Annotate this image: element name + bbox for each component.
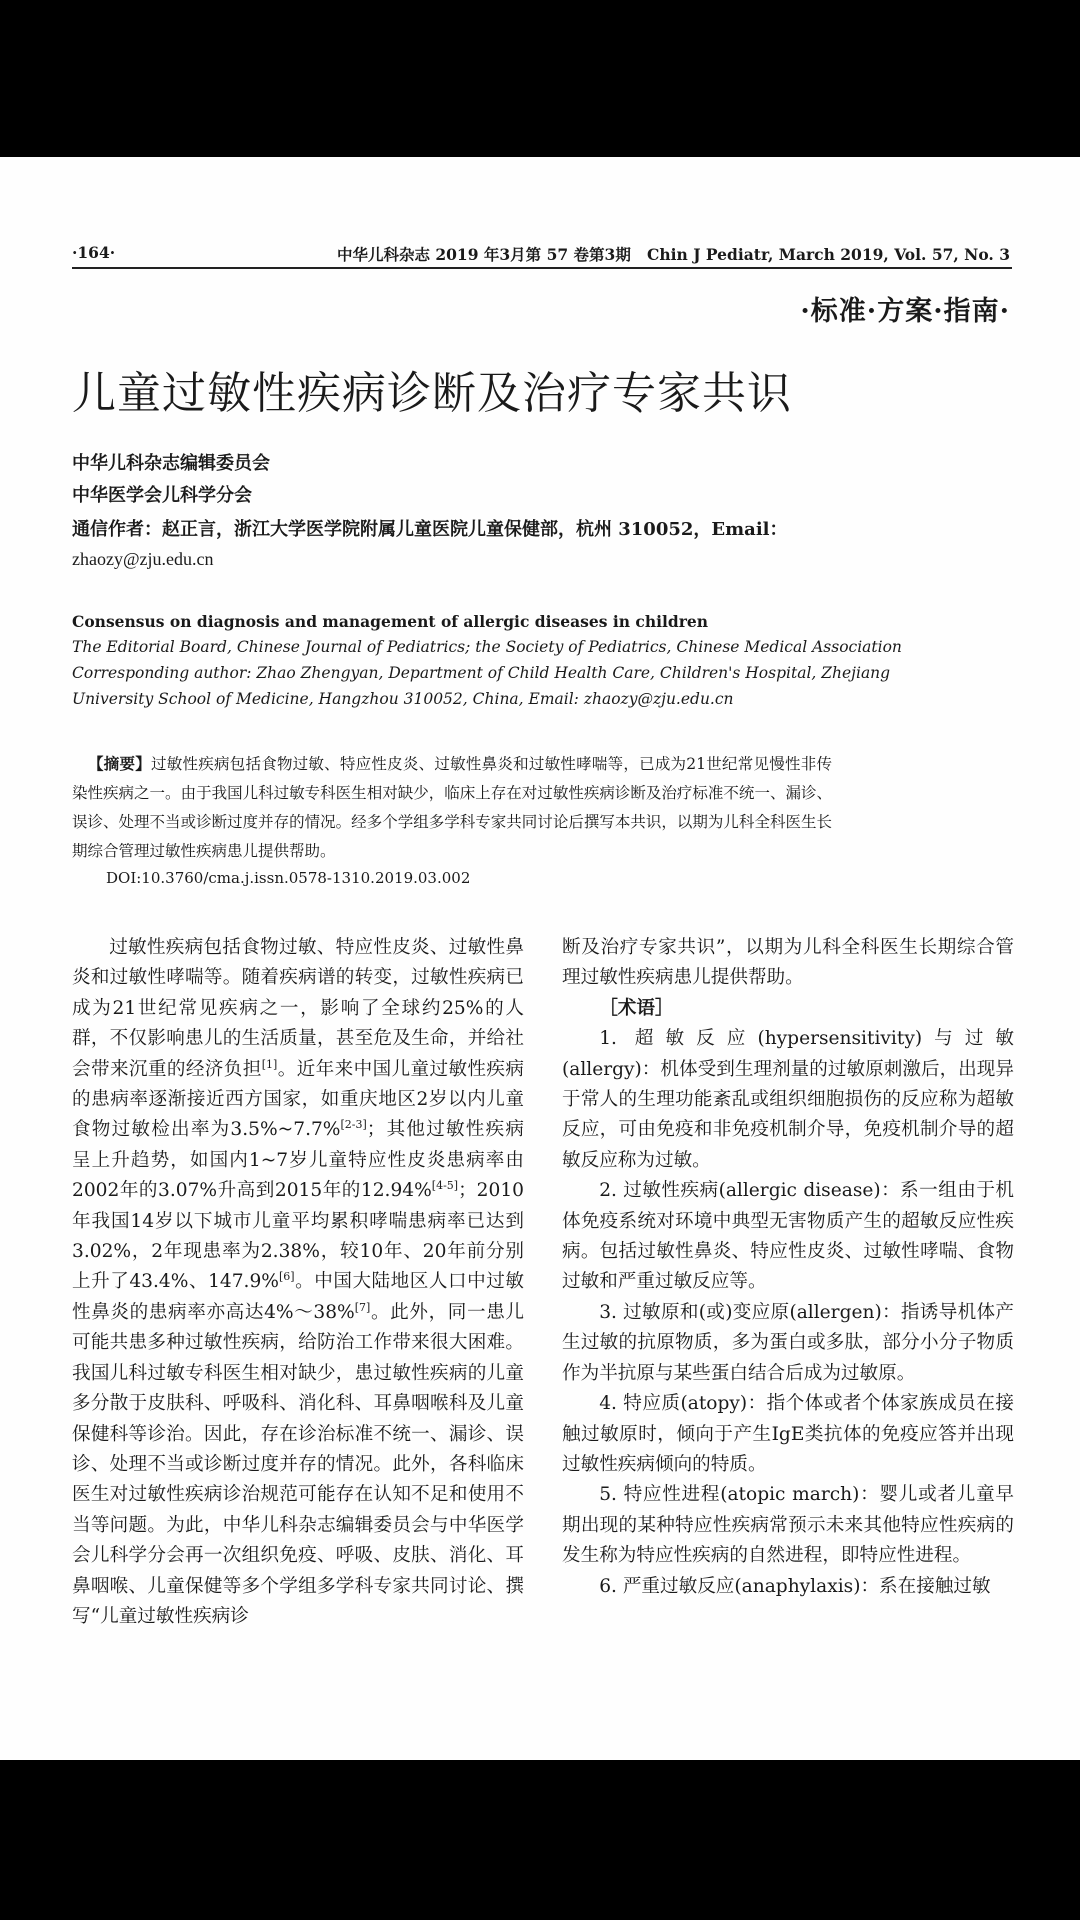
citation: [4-5] <box>431 1179 459 1193</box>
article-title: 儿童过敏性疾病诊断及治疗专家共识 <box>72 368 792 419</box>
corresponding-author: 通信作者：赵正言，浙江大学医学院附属儿童医院儿童保健部，杭州 310052，Email： <box>72 519 788 540</box>
journal-header <box>337 243 1010 265</box>
left-column <box>72 933 524 1632</box>
affiliation-1: 中华儿科杂志编辑委员会 <box>72 453 270 474</box>
term-2: 2. 过敏性疾病(allergic disease)：系一组由于机体免疫系统对环境中典型无害物质产生的超敏反应性疾病。包括过敏性鼻炎、特应性皮炎、过敏性哮喘、食物过敏和严重过敏反应等。 <box>562 1180 1014 1293</box>
english-corresponding-1: Corresponding author: Zhao Zhengyan, Department of Child Health Care, Children's Hospital, Zhejiang <box>72 664 891 682</box>
english-authors: The Editorial Board, Chinese Journal of Pediatrics; the Society of Pediatrics, Chinese Medical Association <box>72 638 902 656</box>
term-5: 5. 特应性进程(atopic march)：婴儿或者儿童早期出现的某种特应性疾病常预示未来其他特应性疾病的发生称为特应性疾病的自然进程，即特应性进程。 <box>562 1484 1014 1567</box>
section-tag: ·标准·方案·指南· <box>800 296 1010 327</box>
citation: [6] <box>278 1270 295 1284</box>
journal-header-cn: 中华儿科杂志 2019 年3月第 57 卷第3期 <box>336 245 631 264</box>
affiliation-2: 中华医学会儿科学分会 <box>72 485 252 506</box>
right-column <box>562 933 1014 1602</box>
term-1: 1. 超敏反应(hypersensitivity)与过敏(allergy)：机体受到生理剂量的过敏原刺激后，出现异于常人的生理功能紊乱或组织细胞损伤的反应称为超敏反应，可由免疫和非免疫机制介导，免疫机制介导的超敏反应称为过敏。 <box>562 1028 1014 1171</box>
doi: DOI:10.3760/cma.j.issn.0578-1310.2019.03.002 <box>106 869 471 887</box>
journal-header-en: Chin J Pediatr, March 2019, Vol. 57, No. 3 <box>647 245 1010 264</box>
english-title: Consensus on diagnosis and management of allergic diseases in children <box>72 612 709 631</box>
abstract-text: 过敏性疾病包括食物过敏、特应性皮炎、过敏性鼻炎和过敏性哮喘等，已成为21世纪常见慢性非传染性疾病之一。由于我国儿科过敏专科医生相对缺少，临床上存在对过敏性疾病诊断及治疗标准不统一、漏诊、误诊、处理不当或诊断过度并存的情况。经多个学组多学科专家共同讨论后撰写本共识，以期为儿科全科医生长期综合管理过敏性疾病患儿提供帮助。 <box>72 755 832 860</box>
intro-paragraph: 过敏性疾病包括食物过敏、特应性皮炎、过敏性鼻炎和过敏性哮喘等。随着疾病谱的转变，过敏性疾病已成为21世纪常见疾病之一，影响了全球约25%的人群，不仅影响患儿的生活质量，甚至危及生命，并给社会带来沉重的经济负担[1]。近年来中国儿童过敏性疾病的患病率逐渐接近西方国家，如重庆地区2岁以内儿童食物过敏检出率为3.5%~7.7%[2-3]；其他过敏性疾病呈上升趋势，如国内1~7岁儿童特应性皮炎患病率由2002年的3.07%升高到2015年的12.94%[4-5]；2010年我国14岁以下城市儿童平均累积哮喘患病率已达到3.02%，2年现患率为2.38%，较10年、20年前分别上升了43.4%、147.9%[6]。中国大陆地区人口中过敏性鼻炎的患病率亦高达4%～38%[7]。此外，同一患儿可能共患多种过敏性疾病，给防治工作带来很大困难。我国儿科过敏专科医生相对缺少，患过敏性疾病的儿童多分散于皮肤科、呼吸科、消化科、耳鼻咽喉科及儿童保健科等诊治。因此，存在诊治标准不统一、漏诊、误诊、处理不当或诊断过度并存的情况。此外，各科临床医生对过敏性疾病诊治规范可能存在认知不足和使用不当等问题。为此，中华儿科杂志编辑委员会与中华医学会儿科学分会再一次组织免疫、呼吸、皮肤、消化、耳鼻咽喉、儿童保健等多个学组多学科专家共同讨论、撰写“儿童过敏性疾病诊 <box>72 937 524 1627</box>
header-rule <box>72 267 1012 269</box>
term-6: 6. 严重过敏反应(anaphylaxis)：系在接触过敏 <box>599 1575 991 1597</box>
intro-continuation: 断及治疗专家共识”，以期为儿科全科医生长期综合管理过敏性疾病患儿提供帮助。 <box>562 937 1014 989</box>
abstract-label: 【摘要】 <box>88 754 151 773</box>
citation: [7] <box>354 1300 371 1314</box>
abstract <box>72 749 832 866</box>
citation: [2-3] <box>340 1118 367 1132</box>
author-email: zhaozy@zju.edu.cn <box>72 549 214 569</box>
english-corresponding-2: University School of Medicine, Hangzhou 310052, China, Email: zhaozy@zju.edu.cn <box>72 690 734 708</box>
term-4: 4. 特应质(atopy)：指个体或者个体家族成员在接触过敏原时，倾向于产生IgE类抗体的免疫应答并出现过敏性疾病倾向的特质。 <box>562 1393 1014 1475</box>
journal-page <box>0 157 1080 1760</box>
citation: [1] <box>261 1057 278 1071</box>
term-3: 3. 过敏原和(或)变应原(allergen)：指诱导机体产生过敏的抗原物质，多为蛋白或多肽，部分小分子物质作为半抗原与某些蛋白结合后成为过敏原。 <box>562 1301 1014 1384</box>
terms-heading: ［术语］ <box>599 997 674 1019</box>
page-number: ·164· <box>72 243 116 262</box>
